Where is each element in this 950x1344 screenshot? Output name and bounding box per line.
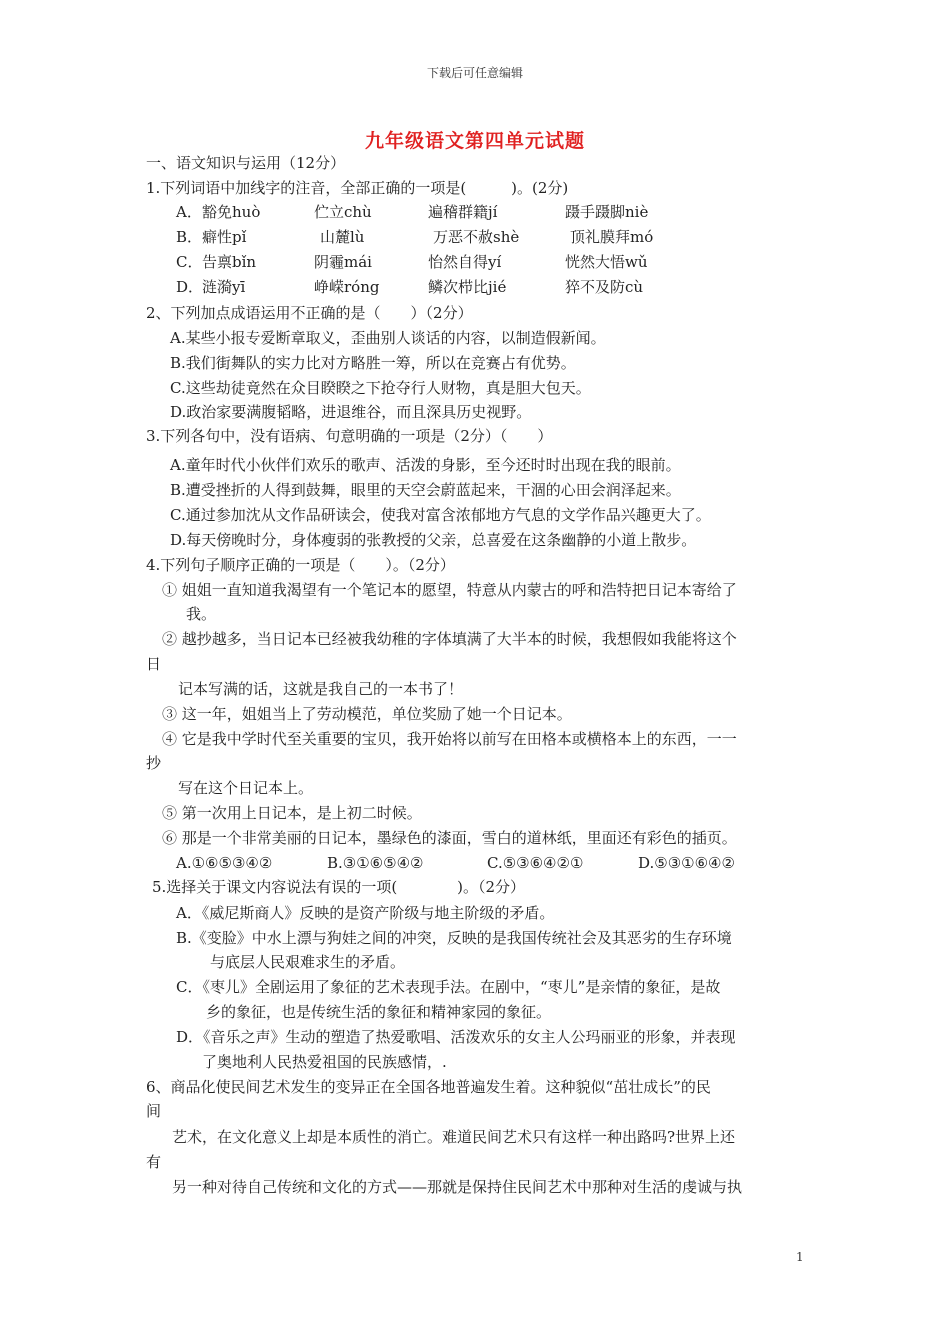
q3-option-b: B.遭受挫折的人得到鼓舞，眼里的天空会蔚蓝起来，干涸的心田会润泽起来。 [170, 481, 681, 499]
q4-sentence-3: ③ 这一年，姐姐当上了劳动模范，单位奖励了她一个日记本。 [162, 705, 572, 723]
q4-sentence-2-wrap: 日 [146, 655, 162, 673]
q6-line-1: 6、商品化使民间艺术发生的变异正在全国各地普遍发生着。这种貌似“茁壮成长”的民 [146, 1078, 711, 1096]
q4-sentence-4-wrap: 抄 [146, 754, 162, 772]
q3-stem: 3.下列各句中，没有语病、句意明确的一项是（2分）（ ） [146, 427, 553, 445]
q4-sentence-4-cont: 写在这个日记本上。 [178, 779, 314, 797]
q1-a-1: 豁免huò [202, 203, 261, 221]
q4-option-c: C.⑤③⑥④②① [487, 854, 584, 872]
q6-line-1-wrap: 间 [146, 1102, 162, 1120]
q1-row-a [176, 202, 202, 222]
q1-c-1: 告禀bǐn [202, 253, 257, 271]
q4-stem: 4.下列句子顺序正确的一项是（ ）。（2分） [146, 556, 455, 574]
q2-option-d: D.政治家要满腹韬略，进退维谷，而且深具历史视野。 [170, 403, 532, 421]
q2-option-b: B.我们街舞队的实力比对方略胜一筹，所以在竞赛占有优势。 [170, 354, 576, 372]
q5-option-b-cont: 与底层人民艰难求生的矛盾。 [210, 953, 406, 971]
q1-d-label: D． [176, 278, 204, 296]
q3-option-d: D.每天傍晚时分，身体瘦弱的张教授的父亲，总喜爱在这条幽静的小道上散步。 [170, 531, 697, 549]
q4-sentence-2: ② 越抄越多，当日记本已经被我幼稚的字体填满了大半本的时候，我想假如我能将这个 [162, 630, 737, 648]
q5-option-b: B.《变脸》中水上漂与狗娃之间的冲突，反映的是我国传统社会及其恶劣的生存环境 [176, 929, 732, 947]
q1-b-1: 癖性pǐ [202, 228, 247, 246]
q1-a-3: 遍稽群籍jí [428, 203, 498, 221]
q1-a-4: 蹑手蹑脚niè [565, 203, 649, 221]
q1-d-2: 峥嵘róng [314, 278, 380, 296]
q2-stem: 2、下列加点成语运用不正确的是（ ）（2分） [146, 304, 473, 322]
q4-option-d: D.⑤③①⑥④② [638, 854, 735, 872]
q1-c-4: 恍然大悟wǔ [565, 253, 648, 271]
q6-line-2: 艺术，在文化意义上却是本质性的消亡。难道民间艺术只有这样一种出路吗?世界上还 [172, 1128, 736, 1146]
q6-line-3: 另一种对待自己传统和文化的方式——那就是保持住民间艺术中那种对生活的虔诚与执 [172, 1178, 743, 1196]
q1-b-3: 万恶不赦shè [433, 228, 520, 246]
q5-option-d-cont: 了奥地利人民热爱祖国的民族感情，. [202, 1053, 447, 1071]
q5-option-a: A．《威尼斯商人》反映的是资产阶级与地主阶级的矛盾。 [176, 904, 555, 922]
q4-sentence-2-cont: 记本写满的话，这就是我自己的一本书了！ [178, 680, 464, 698]
q1-d-3: 鳞次栉比jié [428, 278, 507, 296]
q3-option-a: A.童年时代小伙伴们欢乐的歌声、活泼的身影，至今还时时出现在我的眼前。 [170, 456, 681, 474]
q4-sentence-4: ④ 它是我中学时代至关重要的宝贝，我开始将以前写在田格本或横格本上的东西，一一 [162, 730, 737, 748]
q3-option-c: C.通过参加沈从文作品研读会，使我对富含浓郁地方气息的文学作品兴趣更大了。 [170, 506, 711, 524]
q2-option-a: A.某些小报专爱断章取义，歪曲别人谈话的内容，以制造假新闻。 [170, 329, 606, 347]
q1-d-4: 猝不及防cù [565, 278, 644, 296]
page-title: 九年级语文第四单元试题 [364, 130, 585, 152]
q6-line-2-wrap: 有 [146, 1153, 162, 1171]
q4-sentence-1-cont: 我。 [186, 605, 217, 623]
q5-option-c: C．《枣儿》全剧运用了象征的艺术表现手法。在剧中，“枣儿”是亲情的象征，是故 [176, 978, 721, 996]
q1-a-label: A． [176, 203, 202, 221]
page-number: 1 [796, 1250, 804, 1264]
section-heading: 一、语文知识与运用（12分） [146, 154, 346, 172]
q4-option-b: B.③①⑥⑤④② [327, 854, 424, 872]
q1-d-1: 涟漪yī [202, 278, 246, 296]
q5-option-c-cont: 乡的象征，也是传统生活的象征和精神家园的象征。 [206, 1003, 552, 1021]
q4-sentence-1: ① 姐姐一直知道我渴望有一个笔记本的愿望，特意从内蒙古的呼和浩特把日记本寄给了 [162, 581, 737, 599]
q1-stem: 1.下列词语中加线字的注音，全部正确的一项是( )。(2分) [146, 179, 569, 197]
q1-b-2: 山麓lù [320, 228, 365, 246]
q1-a-2: 伫立chù [314, 203, 372, 221]
q4-option-a: A.①⑥⑤③④② [176, 854, 273, 872]
page-header: 下载后可任意编辑 [426, 66, 523, 80]
q1-c-3: 怡然自得yí [428, 253, 502, 271]
q1-c-2: 阴霾mái [314, 253, 372, 271]
q4-sentence-5: ⑤ 第一次用上日记本，是上初二时候。 [162, 804, 422, 822]
q5-option-d: D．《音乐之声》生动的塑造了热爱歌唱、活泼欢乐的女主人公玛丽亚的形象，并表现 [176, 1028, 736, 1046]
q1-b-label: B． [176, 228, 203, 246]
q1-c-label: C． [176, 253, 203, 271]
q1-b-4: 顶礼膜拜mó [570, 228, 654, 246]
q5-stem: 5.选择关于课文内容说法有误的一项( )。（2分） [152, 878, 526, 896]
q4-sentence-6: ⑥ 那是一个非常美丽的日记本，墨绿色的漆面，雪白的道林纸，里面还有彩色的插页。 [162, 829, 737, 847]
q2-option-c: C.这些劫徒竟然在众目睽睽之下抢夺行人财物，真是胆大包天。 [170, 379, 591, 397]
